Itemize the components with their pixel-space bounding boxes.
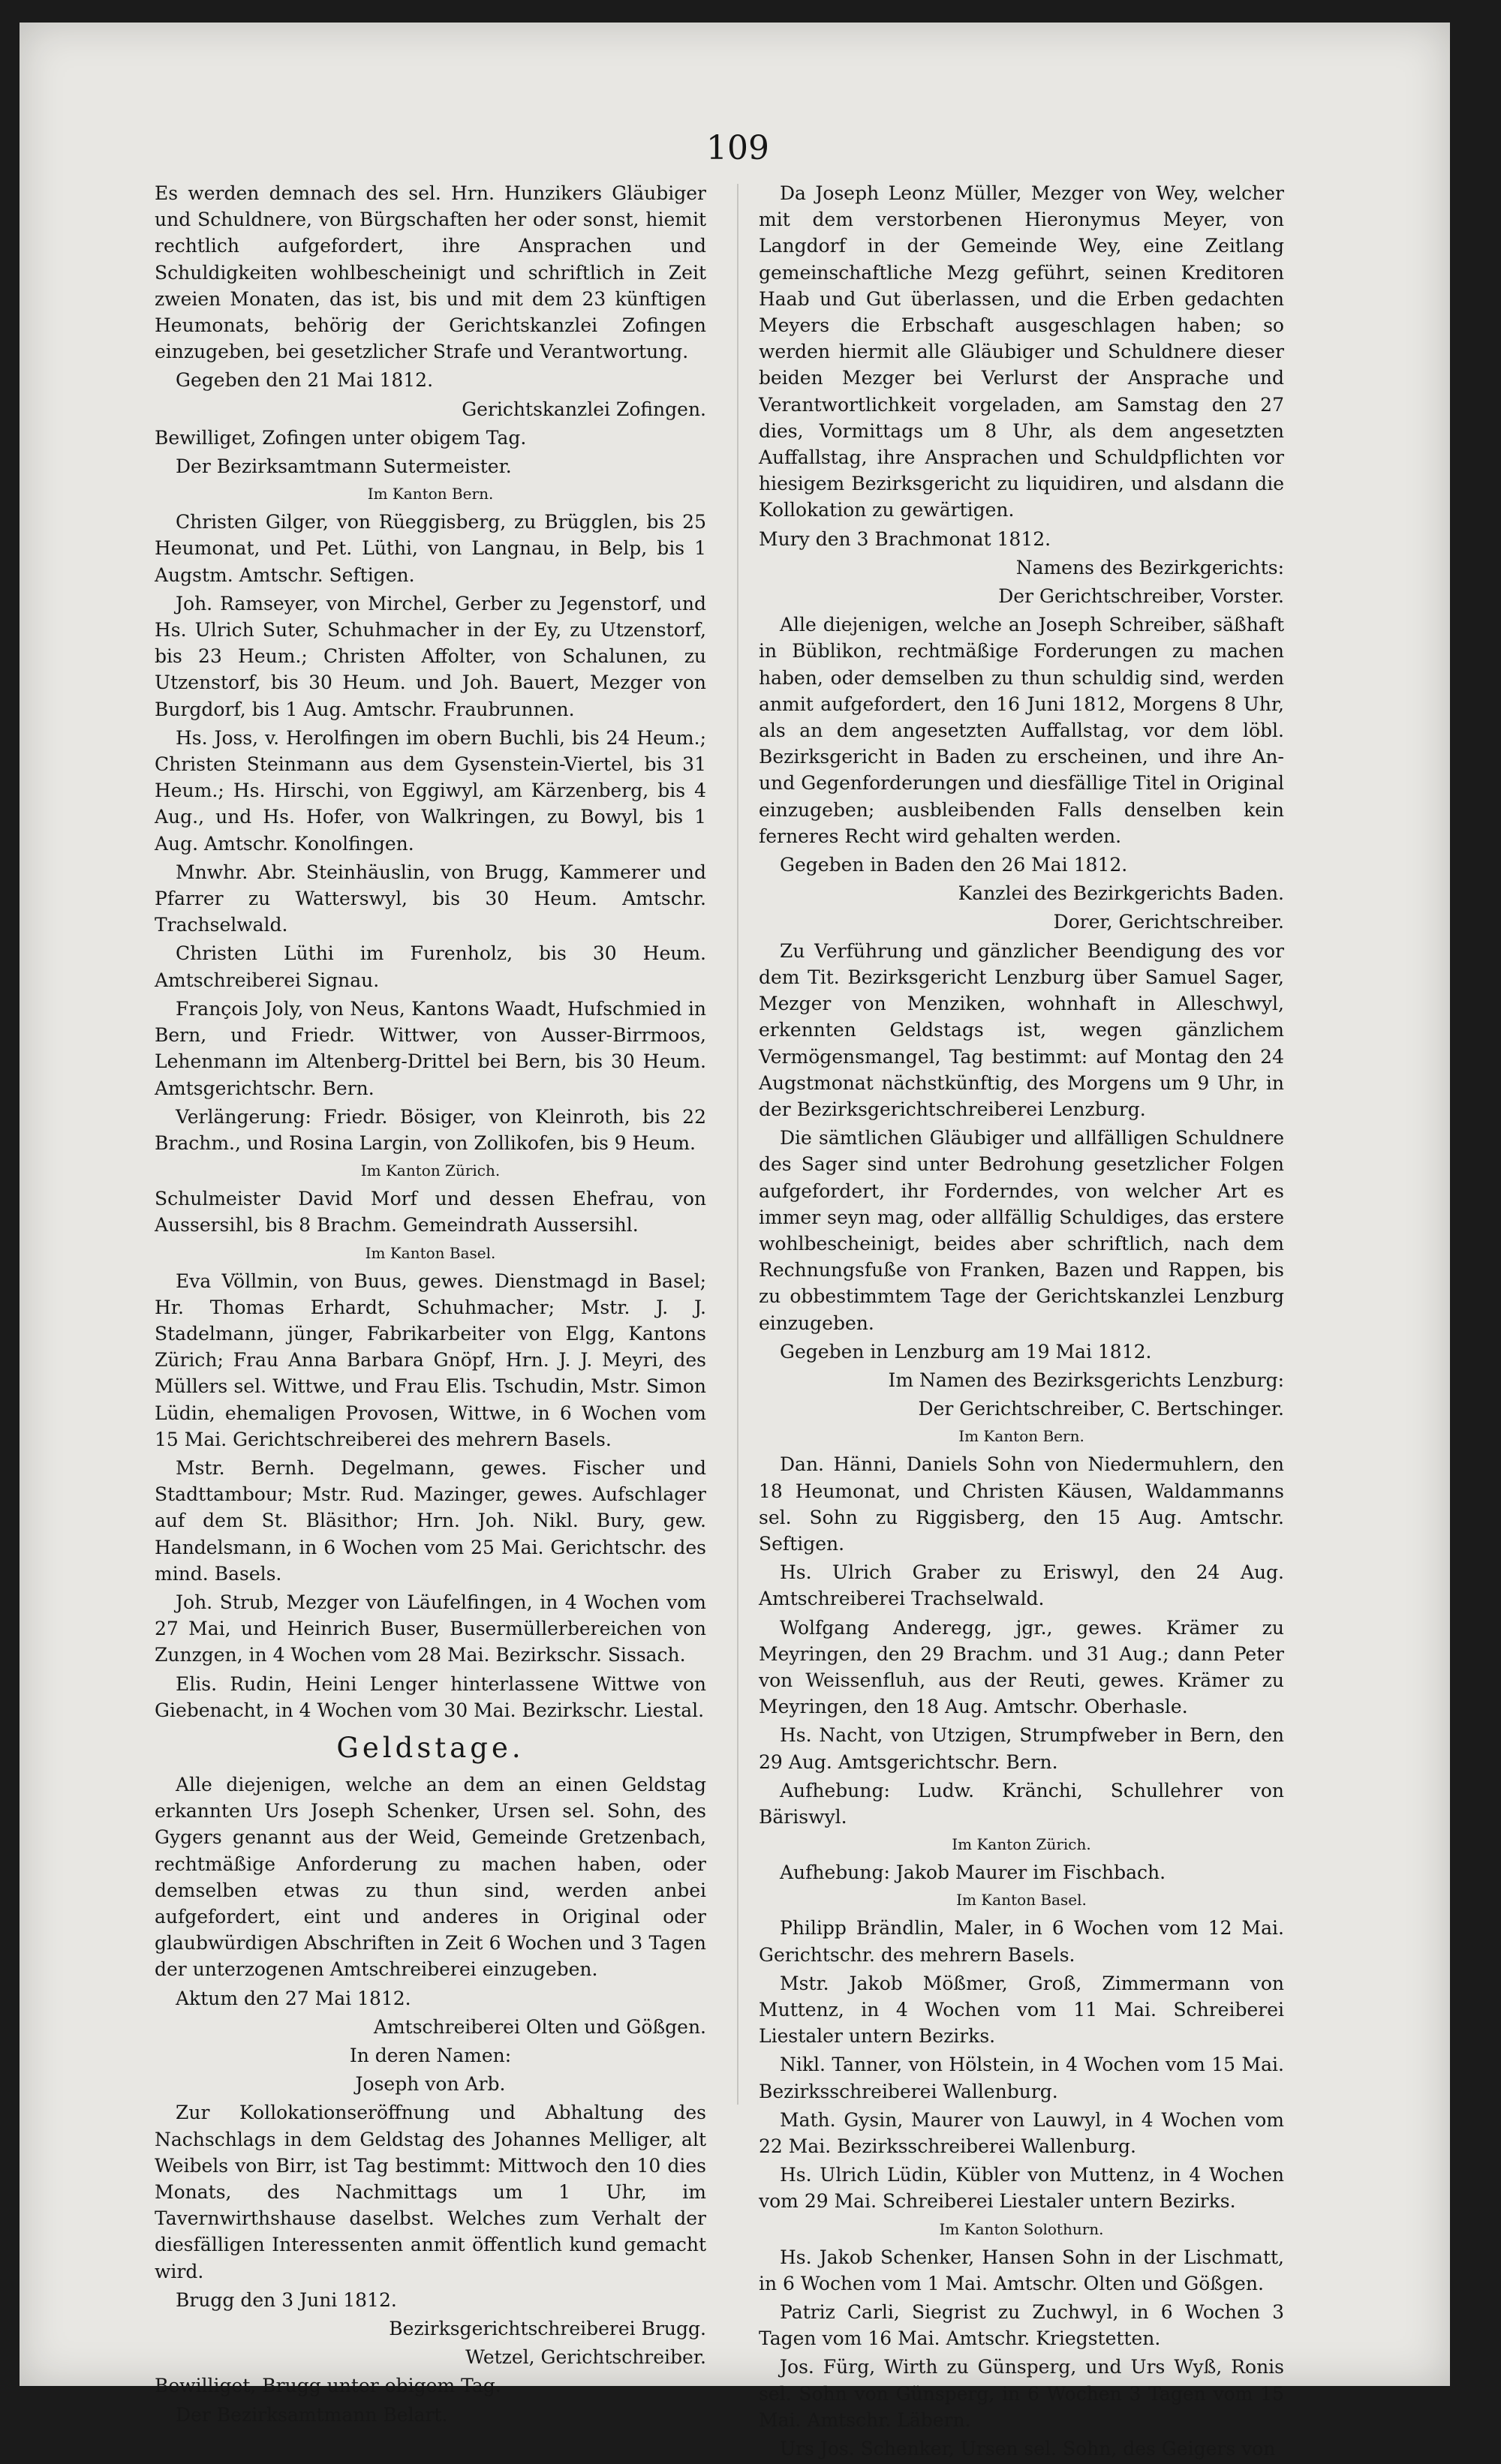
newspaper-page (20, 23, 1450, 2460)
paragraph: Brugg den 3 Juni 1812. (176, 2288, 397, 2311)
canton-heading: Im Kanton Basel. (956, 1891, 1087, 1910)
paragraph: Mstr. Bernh. Degelmann, gewes. Fischer und Stadttambour; Mstr. Rud. Mazinger, gewes. Aufschlager auf dem St. Bläsithor; Hrn. Joh. Nikl. Bury, gew. Handelsmann, in 6 Wochen vom 25 Mai. Gerichtschr. des mind. Basels. (155, 1456, 706, 1585)
paragraph: Die sämtlichen Gläubiger und allfälligen Schuldnere des Sager sind unter Bedrohung gesetzlicher Folgen aufgefordert, ihr Forderndes, von welcher Art es immer seyn mag, oder allfällig Schuldiges, das erstere wohlbescheinigt, beides aber schriftlich, nach dem Rechnungsfuße von Franken, Bazen und Rappen, bis zu obbestimmtem Tage der Gerichtskanzlei Lenzburg einzugeben. (759, 1127, 1284, 1334)
page-number: 109 (706, 129, 769, 167)
signature-line: Im Namen des Bezirksgerichts Lenzburg: (888, 1369, 1284, 1391)
paragraph: Zur Kollokationseröffnung und Abhaltung des Nachschlags in dem Geldstag des Johannes Melliger, alt Weibels von Birr, ist Tag bestimmt: Mittwoch den 10 dies Monats, des Nachmittags um 1 Uhr, im Tavernwirthshause daselbst. Welches zum Verhalt der diesfälligen Interessenten anmit öffentlich kund gemacht wird. (155, 2102, 706, 2282)
paragraph: Hs. Nacht, von Utzigen, Strumpfweber in Bern, den 29 Aug. Amtsgerichtschr. Bern. (759, 1724, 1284, 1773)
paragraph: Alle diejenigen, welche an dem an einen Geldstag erkannten Urs Joseph Schenker, Ursen sel. Sohn, des Gygers genannt aus der Weid, Gemeinde Gretzenbach, rechtmäßige Anforderung zu machen haben, oder demselben etwas zu thun sind, werden anbei aufgefordert, eint und anderes in Original oder glaubwürdigen Abschriften in Zeit 6 Wochen und 3 Tagen der unterzogenen Amtschreiberei einzugeben. (155, 1773, 706, 1981)
paragraph: Der Bezirksamtmann Sutermeister. (176, 455, 512, 478)
paragraph: Aufhebung: Ludw. Kränchi, Schullehrer von Bäriswyl. (759, 1779, 1284, 1828)
paragraph: Christen Gilger, von Rüeggisberg, zu Brügglen, bis 25 Heumonat, und Pet. Lüthi, von Langnau, in Belp, bis 1 Augstm. Amtschr. Seftigen. (155, 511, 706, 586)
paragraph: Joh. Ramseyer, von Mirchel, Gerber zu Jegenstorf, und Hs. Ulrich Suter, Schuhmacher in der Ey, zu Utzenstorf, bis 23 Heum.; Christen Affolter, von Schalunen, zu Utzenstorf, bis 30 Heum. und Joh. Bauert, Mezger von Burgdorf, bis 1 Aug. Amtschr. Fraubrunnen. (155, 592, 706, 720)
paragraph: Bewilliget, Brugg unter obigem Tag. (155, 2375, 501, 2397)
paragraph: Nikl. Tanner, von Hölstein, in 4 Wochen vom 15 Mai. Bezirksschreiberei Wallenburg. (759, 2054, 1284, 2102)
signature-line: Amtschreiberei Olten und Gößgen. (373, 2015, 706, 2038)
signature-line: Namens des Bezirkgerichts: (1015, 556, 1284, 578)
paragraph: Mury den 3 Brachmonat 1812. (759, 527, 1051, 550)
paragraph: François Joly, von Neus, Kantons Waadt, Hufschmied in Bern, und Friedr. Wittwer, von Ausser-Birrmoos, Lehenmann im Altenberg-Drittel bei Bern, bis 30 Heum. Amtsgerichtschr. Bern. (155, 997, 706, 1099)
canton-heading: Im Kanton Zürich. (952, 1835, 1091, 1854)
paragraph: Gegeben in Lenzburg am 19 Mai 1812. (780, 1340, 1152, 1363)
paragraph: Hs. Ulrich Lüdin, Kübler von Muttenz, in 4 Wochen vom 29 Mai. Schreiberei Liestaler untern Bezirks. (759, 2164, 1284, 2213)
centered-line: Joseph von Arb. (355, 2073, 506, 2096)
paragraph: Eva Völlmin, von Buus, gewes. Dienstmagd in Basel; Hr. Thomas Erhardt, Schuhmacher; Mstr. J. J. Stadelmann, jünger, Fabrikarbeiter von Elgg, Kantons Zürich; Frau Anna Barbara Gnöpf, Hrn. J. J. Meyri, des Müllers sel. Wittwe, und Frau Elis. Tschudin, Mstr. Simon Lüdin, ehemaligen Provosen, Wittwe, in 6 Wochen vom 15 Mai. Gerichtschreiberei des mehrern Basels. (155, 1270, 706, 1450)
paragraph: Wolfgang Anderegg, jgr., gewes. Krämer zu Meyringen, den 29 Brachm. und 31 Aug.; dann Peter von Weissenfluh, aus der Reuti, gewes. Krämer zu Meyringen, den 18 Aug. Amtschr. Oberhasle. (759, 1616, 1284, 1718)
paragraph: Urs Jos. Schenker, Ursen sel. Sohn, des Geigers von (780, 2438, 1276, 2460)
signature-line: Bezirksgerichtschreiberei Brugg. (389, 2318, 706, 2340)
paragraph: Bewilliget, Zofingen unter obigem Tag. (155, 426, 527, 449)
paragraph: Gegeben den 21 Mai 1812. (176, 369, 434, 392)
right-column (759, 180, 1284, 2464)
paragraph: Hs. Ulrich Graber zu Eriswyl, den 24 Aug. Amtschreiberei Trachselwald. (759, 1561, 1284, 1610)
paragraph: Verlängerung: Friedr. Bösiger, von Kleinroth, bis 22 Brachm., und Rosina Largin, von Zollikofen, bis 9 Heum. (155, 1105, 706, 1154)
paragraph: Mstr. Jakob Mößmer, Groß, Zimmermann von Muttenz, in 4 Wochen vom 11 Mai. Schreiberei Liestaler untern Bezirks. (759, 1972, 1284, 2048)
paragraph: Schulmeister David Morf und dessen Ehefrau, von Aussersihl, bis 8 Brachm. Gemeindrath Aussersihl. (155, 1188, 706, 1237)
section-heading: Geldstage. (336, 1731, 525, 1764)
paragraph: Dan. Hänni, Daniels Sohn von Niedermuhlern, den 18 Heumonat, und Christen Käusen, Waldammanns sel. Sohn zu Riggisberg, den 15 Aug. Amtschr. Seftigen. (759, 1453, 1284, 1555)
canton-heading: Im Kanton Zürich. (360, 1161, 501, 1180)
signature-line: Kanzlei des Bezirkgerichts Baden. (958, 882, 1284, 905)
paragraph: Math. Gysin, Maurer von Lauwyl, in 4 Wochen vom 22 Mai. Bezirksschreiberei Wallenburg. (759, 2108, 1284, 2158)
canton-heading: Im Kanton Basel. (365, 1243, 496, 1262)
paragraph: Aufhebung: Jakob Maurer im Fischbach. (780, 1862, 1166, 1884)
paragraph: Jos. Fürg, Wirth zu Günsperg, und Urs Wyß, Ronis sel. Sohn von Günsperg, in 6 Wochen 3 Tagen vom 15 Mai. Amtschr. Läbern. (759, 2356, 1284, 2431)
paragraph: Gegeben in Baden den 26 Mai 1812. (780, 854, 1128, 876)
left-column (155, 180, 706, 2430)
paragraph: Da Joseph Leonz Müller, Mezger von Wey, welcher mit dem verstorbenen Hieronymus Meyer, von Langdorf in der Gemeinde Wey, eine Zeitlang gemeinschaftliche Mezg geführt, seinen Kreditoren Haab und Gut überlassen, und die Erben gedachten Meyers die Erbschaft ausgeschlagen haben; so werden hiermit alle Gläubiger und Schuldnere dieser beiden Mezger bei Verlurst der Ansprache und Verantwortlichkeit vorgeladen, am Samstag den 27 dies, Vormittags um 8 Uhr, als dem angesetzten Auffallstag, ihre Ansprachen und Schuldpflichten vor hiesigem Bezirksgericht zu liquidiren, und alsdann die Kollokation zu gewärtigen. (759, 182, 1284, 521)
paragraph: Es werden demnach des sel. Hrn. Hunzikers Gläubiger und Schuldnere, von Bürgschaften her oder sonst, hiemit rechtlich aufgefordert, ihre Ansprachen und Schuldigkeiten wohlbescheinigt und schriftlich in Zeit zweien Monaten, das ist, bis und mit dem 23 künftigen Heumonats, behörig der Gerichtskanzlei Zofingen einzugeben, bei gesetzlicher Strafe und Verantwortung. (155, 182, 706, 363)
paragraph: Hs. Joss, v. Herolfingen im obern Buchli, bis 24 Heum.; Christen Steinmann aus dem Gysenstein-Viertel, bis 31 Heum.; Hs. Hirschi, von Eggiwyl, am Kärzenberg, bis 4 Aug., und Hs. Hofer, von Walkringen, zu Bowyl, bis 1 Aug. Amtschr. Konolfingen. (155, 726, 706, 855)
canton-heading: Im Kanton Bern. (367, 485, 494, 503)
paragraph: Der Bezirksamtmann Belart. (176, 2403, 448, 2426)
column-divider (737, 184, 738, 2105)
paragraph: Philipp Brändlin, Maler, in 6 Wochen vom 12 Mai. Gerichtschr. des mehrern Basels. (759, 1917, 1284, 1966)
paragraph: Hs. Jakob Schenker, Hansen Sohn in der Lischmatt, in 6 Wochen vom 1 Mai. Amtschr. Olten und Gößgen. (759, 2246, 1284, 2294)
canton-heading: Im Kanton Bern. (958, 1427, 1084, 1446)
centered-line: In deren Namen: (349, 2045, 512, 2066)
paragraph: Aktum den 27 Mai 1812. (176, 1987, 411, 2009)
paragraph: Mnwhr. Abr. Steinhäuslin, von Brugg, Kammerer und Pfarrer zu Watterswyl, bis 30 Heum. Amtschr. Trachselwald. (155, 861, 706, 936)
paragraph: Alle diejenigen, welche an Joseph Schreiber, säßhaft in Büblikon, rechtmäßige Forderungen zu machen haben, oder demselben zu thun schuldig sind, werden anmit aufgefordert, den 16 Juni 1812, Morgens 8 Uhr, als an dem angesetzten Auffallstag, vor dem löbl. Bezirksgericht in Baden zu erscheinen, und ihre An- und Gegenforderungen und diesfällige Titel in Original einzugeben; ausbleibenden Falls denselben kein ferneres Recht wird gehalten werden. (759, 614, 1284, 847)
paragraph: Christen Lüthi im Furenholz, bis 30 Heum. Amtschreiberei Signau. (155, 942, 706, 991)
paragraph: Joh. Strub, Mezger von Läufelfingen, in 4 Wochen vom 27 Mai, und Heinrich Buser, Busermüllerbereichen von Zunzgen, in 4 Wochen vom 28 Mai. Bezirkschr. Sissach. (155, 1591, 706, 1666)
signature-line: Gerichtskanzlei Zofingen. (462, 398, 706, 420)
paragraph: Patriz Carli, Siegrist zu Zuchwyl, in 6 Wochen 3 Tagen vom 16 Mai. Amtschr. Kriegstetten. (759, 2301, 1284, 2350)
signature-line: Dorer, Gerichtschreiber. (1053, 911, 1284, 933)
signature-line: Der Gerichtschreiber, C. Bertschinger. (918, 1398, 1284, 1420)
paragraph: Elis. Rudin, Heini Lenger hinterlassene Wittwe von Giebenacht, in 4 Wochen vom 30 Mai. Bezirkschr. Liestal. (155, 1672, 706, 1721)
canton-heading: Im Kanton Solothurn. (939, 2219, 1104, 2238)
signature-line: Der Gerichtschreiber, Vorster. (998, 585, 1284, 608)
paragraph: Zu Verführung und gänzlicher Beendigung des vor dem Tit. Bezirksgericht Lenzburg über Samuel Sager, Mezger von Menziken, wohnhaft in Alleschwyl, erkennten Geldstags ist, wegen gänzlichem Vermögensmangel, Tag bestimmt: auf Montag den 24 Augstmonat nächstkünftig, des Morgens um 9 Uhr, in der Bezirksgerichtschreiberei Lenzburg. (759, 939, 1284, 1120)
signature-line: Wetzel, Gerichtschreiber. (465, 2346, 706, 2369)
